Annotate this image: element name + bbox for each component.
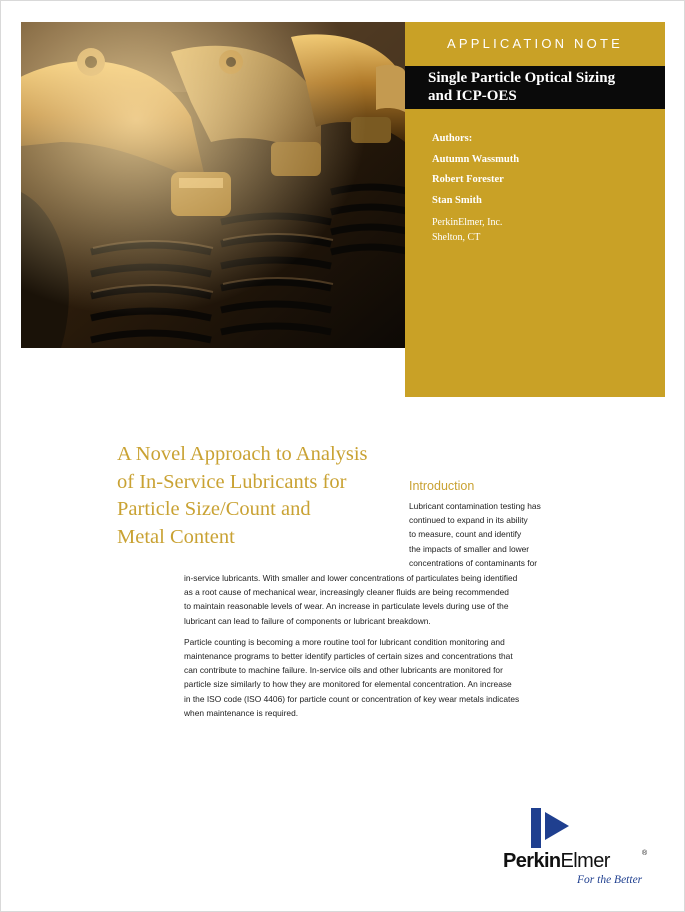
- article-title-line: Particle Size/Count and: [117, 498, 311, 520]
- intro-line: the impacts of smaller and lower: [409, 543, 530, 554]
- perkinelmer-logo: [503, 808, 653, 890]
- paragraph-line: in-service lubricants. With smaller and lower concentrations of particulates being identified: [184, 573, 518, 583]
- perkinelmer-mark-icon: [529, 808, 581, 848]
- affiliation-line: PerkinElmer, Inc.: [432, 217, 503, 228]
- intro-line: concentrations of contaminants for: [409, 557, 538, 568]
- paragraph-line: can contribute to machine failure. In-service oils and other lubricants are monitored for: [184, 665, 503, 676]
- paragraph-line: Particle counting is becoming a more routine tool for lubricant condition monitoring and: [184, 636, 505, 647]
- article-title-line: of In-Service Lubricants for: [117, 470, 347, 493]
- article-title-line: Metal Content: [117, 525, 235, 548]
- section-heading-introduction: Introduction: [409, 479, 475, 493]
- article-title: [117, 441, 407, 551]
- paragraph-gap: [184, 628, 564, 635]
- article-title-line: A Novel Approach to Analysis: [117, 443, 368, 465]
- paragraph-line: in the ISO code (ISO 4406) for particle count or concentration of key wear metals indicates: [184, 693, 520, 704]
- hero-photo: [21, 22, 405, 348]
- paragraph-line: maintenance programs to better identify particles of certain sizes and concentrations that: [184, 651, 513, 662]
- intro-line: Lubricant contamination testing has: [409, 501, 541, 511]
- document-title-line: and ICP-OES: [428, 88, 517, 104]
- author-name: Robert Forester: [432, 174, 504, 185]
- intro-line: continued to expand in its ability: [409, 515, 528, 526]
- author-name: Stan Smith: [432, 194, 482, 206]
- paragraph-line: as a root cause of mechanical wear, increasingly cleaner fluids are being recommended: [184, 587, 509, 598]
- paragraph-line: to maintain reasonable levels of wear. An increase in particulate levels during use of the: [184, 601, 509, 612]
- application-note-label: APPLICATION NOTE: [447, 36, 623, 51]
- affiliation-line: Shelton, CT: [432, 232, 481, 243]
- brand-name: [503, 850, 610, 873]
- application-note-panel: [405, 22, 665, 397]
- paragraph-line: particle size similarly to how they are monitored for elemental concentration. An increase: [184, 679, 512, 690]
- paragraph-line: when maintenance is required.: [184, 707, 299, 718]
- intro-column: [409, 499, 579, 570]
- authors-heading: Authors:: [432, 133, 473, 144]
- author-name: Autumn Wassmuth: [432, 153, 520, 165]
- document-title-line: Single Particle Optical Sizing: [428, 70, 616, 86]
- document-title: [428, 69, 658, 105]
- brand-name-part: Perkin: [503, 850, 561, 872]
- title-band: [405, 66, 665, 109]
- intro-line: to measure, count and identify: [409, 529, 522, 540]
- registered-mark: ®: [642, 850, 648, 857]
- brand-name-part: Elmer: [560, 850, 610, 872]
- paragraph-line: lubricant can lead to failure of components or lubricant breakdown.: [184, 615, 431, 626]
- authors-block: [432, 129, 652, 245]
- affiliation: [432, 215, 652, 245]
- body-text: [184, 571, 564, 720]
- brand-tagline: For the Better: [577, 874, 643, 886]
